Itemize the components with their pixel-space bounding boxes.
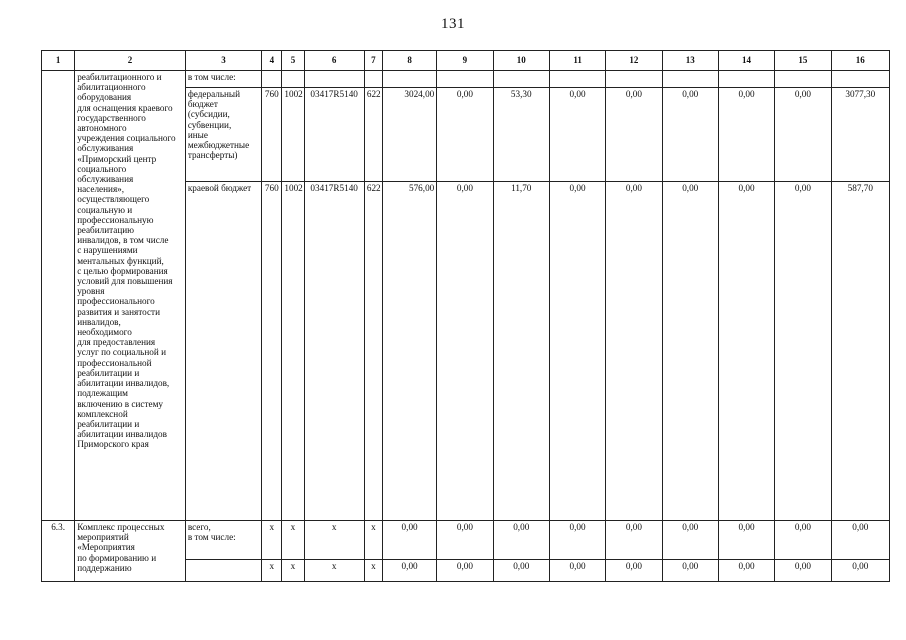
- code-cell: x: [282, 521, 304, 560]
- value-cell: 3077,30: [831, 88, 889, 182]
- subheader-cell: в том числе:: [185, 71, 261, 88]
- value-cell: 0,00: [493, 560, 549, 582]
- column-header: 16: [831, 51, 889, 71]
- page-number: 131: [441, 16, 465, 32]
- column-header: 5: [282, 51, 304, 71]
- value-cell: 0,00: [606, 560, 662, 582]
- value-cell: 0,00: [831, 560, 889, 582]
- column-header: 15: [775, 51, 831, 71]
- header-row: [42, 51, 890, 71]
- column-header: 13: [662, 51, 718, 71]
- value-cell: 0,00: [437, 521, 493, 560]
- measure-name-cell: реабилитационного и абилитационного оборудования для оснащения краевого государственного автономного учреждения социального обслуживания «Приморский центр социального обслуживания населения», осуществляющего социальную и профессиональную реабилитацию инвалидов, в том числе с нарушениями ментальных функций, с целью формирования условий для повышения уровня профессионального развития и занятости инвалидов, необходимого для предоставления услуг по социальной и профессиональной реабилитации и абилитации инвалидов, подлежащим включению в систему комплексной реабилитации и абилитации инвалидов Приморского края: [75, 71, 186, 521]
- value-cell: 0,00: [662, 88, 718, 182]
- code-cell: 760: [262, 182, 282, 521]
- value-cell: 0,00: [606, 88, 662, 182]
- value-cell: 0,00: [437, 560, 493, 582]
- column-header: 11: [549, 51, 605, 71]
- value-cell: 0,00: [718, 88, 774, 182]
- value-cell: 0,00: [718, 521, 774, 560]
- table-row: [42, 521, 890, 560]
- budget-table: [41, 50, 890, 582]
- measure-name-cell: Комплекс процессных мероприятий «Мероприятия по формированию и поддержанию: [75, 521, 186, 582]
- funding-source-cell: [185, 560, 261, 582]
- row-number-cell: 6.3.: [42, 521, 75, 582]
- code-cell: 1002: [282, 182, 304, 521]
- column-header: 14: [718, 51, 774, 71]
- funding-source-cell: федеральный бюджет (субсидии, субвенции, иные межбюджетные трансферты): [185, 88, 261, 182]
- value-cell: 0,00: [382, 560, 436, 582]
- value-cell: 3024,00: [382, 88, 436, 182]
- code-cell: 1002: [282, 88, 304, 182]
- column-header: 12: [606, 51, 662, 71]
- code-cell: 622: [364, 182, 382, 521]
- value-cell: 0,00: [549, 182, 605, 521]
- column-header: 2: [75, 51, 186, 71]
- value-cell: 0,00: [662, 521, 718, 560]
- value-cell: 0,00: [549, 560, 605, 582]
- value-cell: 0,00: [437, 88, 493, 182]
- column-header: 3: [185, 51, 261, 71]
- value-cell: 0,00: [775, 182, 831, 521]
- value-cell: 11,70: [493, 182, 549, 521]
- code-cell: x: [304, 521, 364, 560]
- value-cell: 0,00: [775, 88, 831, 182]
- column-header: 1: [42, 51, 75, 71]
- value-cell: 576,00: [382, 182, 436, 521]
- value-cell: 0,00: [718, 560, 774, 582]
- value-cell: 0,00: [775, 560, 831, 582]
- code-cell: x: [304, 560, 364, 582]
- row-number-cell: [42, 71, 75, 521]
- code-cell: 03417R5140: [304, 88, 364, 182]
- value-cell: 0,00: [662, 560, 718, 582]
- value-cell: 0,00: [662, 182, 718, 521]
- value-cell: 0,00: [493, 521, 549, 560]
- column-header: 9: [437, 51, 493, 71]
- code-cell: x: [262, 521, 282, 560]
- value-cell: 53,30: [493, 88, 549, 182]
- code-cell: 760: [262, 88, 282, 182]
- code-cell: x: [262, 560, 282, 582]
- code-cell: x: [364, 560, 382, 582]
- value-cell: 0,00: [382, 521, 436, 560]
- funding-source-cell: краевой бюджет: [185, 182, 261, 521]
- code-cell: x: [364, 521, 382, 560]
- value-cell: 587,70: [831, 182, 889, 521]
- value-cell: 0,00: [831, 521, 889, 560]
- column-header: 7: [364, 51, 382, 71]
- column-header: 6: [304, 51, 364, 71]
- code-cell: 622: [364, 88, 382, 182]
- code-cell: 03417R5140: [304, 182, 364, 521]
- value-cell: 0,00: [549, 521, 605, 560]
- funding-source-cell: всего, в том числе:: [185, 521, 261, 560]
- column-header: 10: [493, 51, 549, 71]
- value-cell: 0,00: [718, 182, 774, 521]
- value-cell: 0,00: [437, 182, 493, 521]
- value-cell: 0,00: [775, 521, 831, 560]
- code-cell: x: [282, 560, 304, 582]
- value-cell: 0,00: [606, 182, 662, 521]
- value-cell: 0,00: [549, 88, 605, 182]
- column-header: 8: [382, 51, 436, 71]
- column-header: 4: [262, 51, 282, 71]
- table-row: [42, 71, 890, 88]
- value-cell: 0,00: [606, 521, 662, 560]
